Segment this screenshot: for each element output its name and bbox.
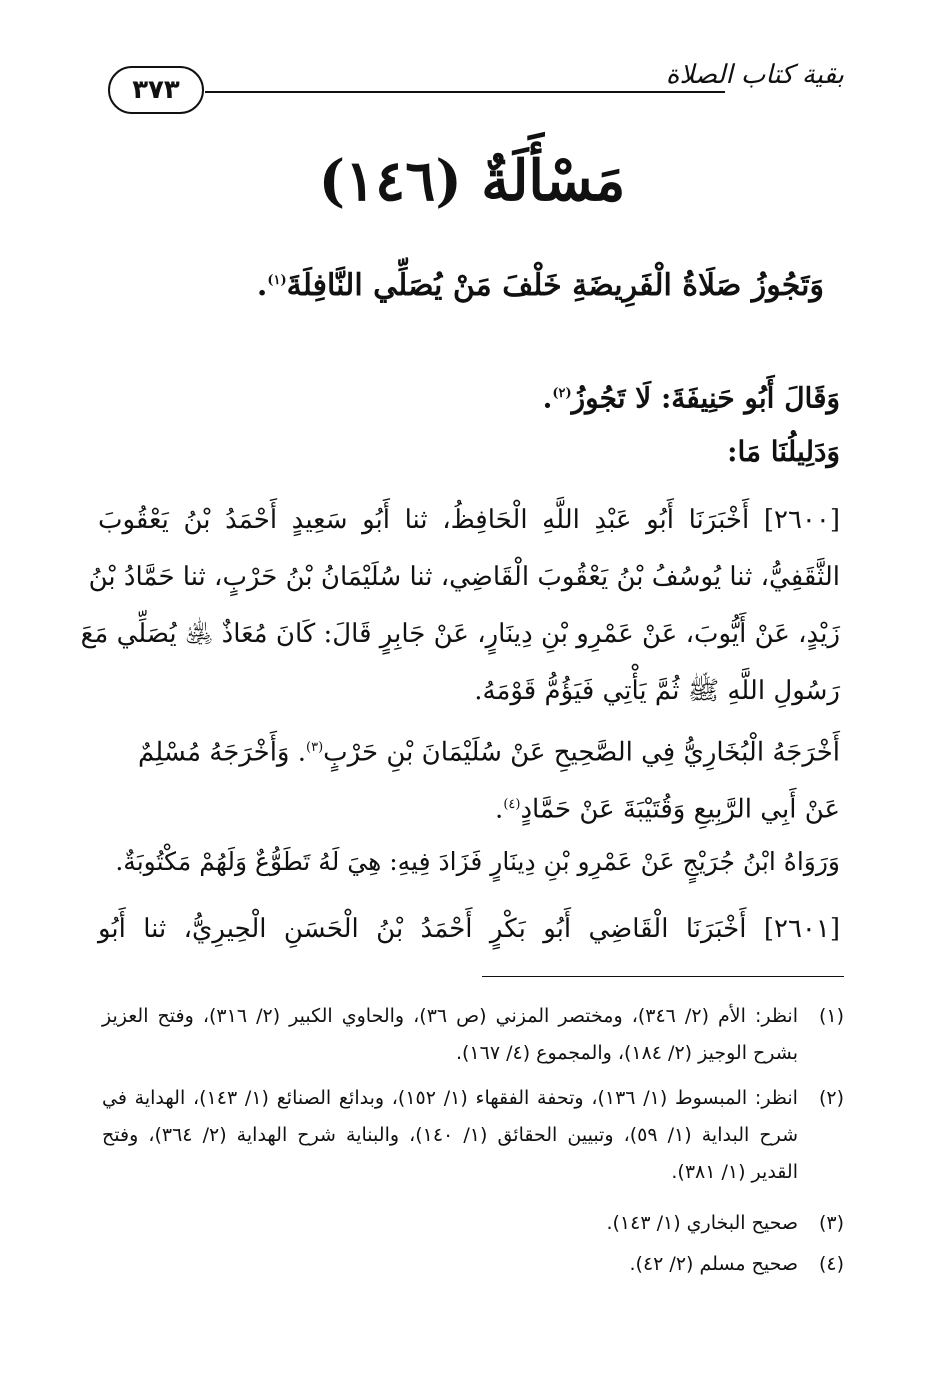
footnote-number: (١) <box>818 1005 844 1027</box>
hadith-2600-line-2: الثَّقَفِيُّ، ثنا يُوسُفُ بْنُ يَعْقُوبَ الْقَاضِي، ثنا سُلَيْمَانُ بْنُ حَرْبٍ، ثنا حَمَّادُ بْنُ <box>88 562 840 592</box>
muslim-text-a: . وَأَخْرَجَهُ مُسْلِمٌ <box>137 737 307 768</box>
hadith-2601-line-1: [٢٦٠١] أَخْبَرَنَا الْقَاضِي أَبُو بَكْرٍ أَحْمَدُ بْنُ الْحَسَنِ الْحِيرِيُّ، ثنا أَبُو <box>98 914 840 944</box>
footnote-4 <box>102 1246 844 1283</box>
page-number: ٣٧٣ <box>108 66 204 114</box>
abu-hanifa-line: وَقَالَ أَبُو حَنِيفَةَ: لَا تَجُوزُ$^{(٢)}$. <box>542 381 840 415</box>
ibn-jurayj-line: وَرَوَاهُ ابْنُ جُرَيْجٍ عَنْ عَمْرِو بْنِ دِينَارٍ فَزَادَ فِيهِ: هِيَ لَهُ تَطَوُّعٌ وَلَهُمْ مَكْتُوبَةٌ. <box>115 847 840 876</box>
footnote-ref-4: (٤) <box>503 797 521 812</box>
bukhari-text: أَخْرَجَهُ الْبُخَارِيُّ فِي الصَّحِيحِ عَنْ سُلَيْمَانَ بْنِ حَرْبٍ <box>323 737 840 768</box>
footnote-text: انظر: الأم (٢/ ٣٤٦)، ومختصر المزني (ص ٣٦)، والحاوي الكبير (٢/ ٣١٦)، وفتح العزيز بشرح الوجيز (٢/ ١٨٤)، والمجموع (٤/ ١٦٧). <box>102 1005 798 1064</box>
footnote-ref-3: (٣) <box>306 740 324 755</box>
bukhari-line <box>138 728 840 773</box>
statement-text: وَتَجُوزُ صَلَاةُ الْفَرِيضَةِ خَلْفَ مَنْ يُصَلِّي النَّافِلَةَ <box>286 268 824 303</box>
issue-title: مَسْأَلَةٌ (١٤٦) <box>318 148 626 214</box>
footnote-rule <box>482 976 844 977</box>
footnote-2 <box>102 1080 844 1191</box>
muslim-line: عَنْ أَبِي الرَّبِيعِ وَقُتَيْبَةَ عَنْ حَمَّادٍ$^{(٤)}$. <box>495 794 840 825</box>
footnote-3 <box>102 1205 844 1242</box>
footnote-ref-2: (٢) <box>552 386 572 401</box>
abu-hanifa-text: وَقَالَ أَبُو حَنِيفَةَ: لَا تَجُوزُ <box>571 381 840 415</box>
footnote-number: (٤) <box>818 1253 844 1275</box>
footnote-text: صحيح مسلم (٢/ ٤٢). <box>629 1253 798 1275</box>
evidence-intro: وَدَلِيلُنَا مَا: <box>727 435 840 468</box>
footnote-1 <box>102 998 844 1072</box>
running-title: بقية كتاب الصلاة <box>665 60 844 90</box>
hadith-2600-line-1: [٢٦٠٠] أَخْبَرَنَا أَبُو عَبْدِ اللَّهِ الْحَافِظُ، ثنا أَبُو سَعِيدٍ أَحْمَدُ بْنُ يَعْقُوبَ <box>98 505 840 535</box>
muslim-text: عَنْ أَبِي الرَّبِيعِ وَقُتَيْبَةَ عَنْ حَمَّادٍ <box>520 794 840 825</box>
header-rule <box>205 91 725 93</box>
footnote-text: صحيح البخاري (١/ ١٤٣). <box>606 1212 798 1234</box>
hadith-2600-line-3: زَيْدٍ، عَنْ أَيُّوبَ، عَنْ عَمْرِو بْنِ دِينَارٍ، عَنْ جَابِرٍ قَالَ: كَانَ مُعَاذٌ ﵁ يُصَلِّي مَعَ <box>80 619 840 649</box>
issue-statement: وَتَجُوزُ صَلَاةُ الْفَرِيضَةِ خَلْفَ مَنْ يُصَلِّي النَّافِلَةَ$^{(١)}$. <box>256 268 824 303</box>
footnote-ref-1: (١) <box>267 273 287 288</box>
footnote-number: (٣) <box>818 1212 844 1234</box>
footnote-number: (٢) <box>818 1087 844 1109</box>
footnote-text: انظر: المبسوط (١/ ١٣٦)، وتحفة الفقهاء (١/ ١٥٢)، وبدائع الصنائع (١/ ١٤٣)، الهداية في شرح البداية (١/ ٥٩)، وتبيين الحقائق (١/ ١٤٠)، والبناية شرح الهداية (٢/ ٣٦٤)، وفتح القدير (١/ ٣٨١). <box>102 1087 799 1183</box>
hadith-2600-line-4: رَسُولِ اللَّهِ ﷺ ثُمَّ يَأْتِي فَيَؤُمُّ قَوْمَهُ. <box>474 676 840 706</box>
